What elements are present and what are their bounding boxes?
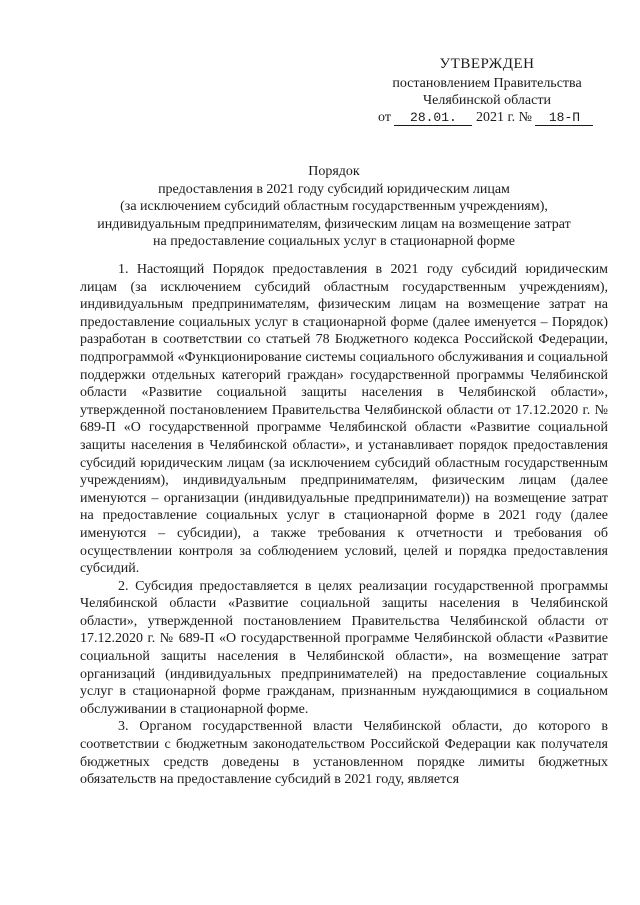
title-line-5: на предоставление социальных услуг в стационарной форме: [153, 234, 515, 249]
paragraph-1: 1. Настоящий Порядок предоставления в 2021 году субсидий юридическим лицам (за исключением субсидий областным государственным учреждениям), индивидуальным предпринимателям, физическим лицам на возмещение затрат на предоставление социальных услуг в стационарной форме (далее именуется – Порядок) разработан в соответствии со статьей 78 Бюджетного кодекса Российской Федерации, подпрограммой «Функционирование системы социального обслуживания и социальной поддержки отдельных категорий граждан» государственной программы Челябинской области «Развитие социальной защиты населения в Челябинской области», утвержденной постановлением Правительства Челябинской области от 17.12.2020 г. № 689-П «О государственной программе Челябинской области «Развитие социальной защиты населения в Челябинской области», и устанавливает порядок предоставления субсидий юридическим лицам (за исключением субсидий областным государственным учреждениям), индивидуальным предпринимателям, физическим лицам (далее именуются – организации (индивидуальные предприниматели)) на возмещение затрат на предоставление социальных услуг в стационарной форме в 2021 году (далее именуются – субсидии), а также требования к отчетности и требования об осуществлении контроля за соблюдением условий, целей и порядка предоставления субсидий.: [80, 262, 608, 577]
title-line-2: предоставления в 2021 году субсидий юридическим лицам: [158, 181, 510, 197]
approval-date-line: [378, 109, 602, 126]
title-line-3: (за исключением субсидий областным государственным учреждениям),: [120, 199, 548, 214]
paragraph-3: 3. Органом государственной власти Челябинской области, до которого в соответствии с бюджетным законодательством Российской Федерации как получателя бюджетных средств доведены в установленном порядке лимиты бюджетных обязательств на предоставление субсидий в 2021 году, является: [80, 719, 608, 788]
document-title: [60, 163, 608, 251]
document-body: [80, 261, 608, 789]
approval-date-field: 28.01.: [394, 111, 472, 126]
paragraph-2: 2. Субсидия предоставляется в целях реализации государственной программы Челябинской области «Развитие социальной защиты населения в Челябинской области», утвержденной постановлением Правительства Челябинской области от 17.12.2020 г. № 689-П «О государственной программе Челябинской области «Развитие социальной защиты населения в Челябинской области», на возмещение затрат организаций (индивидуальных предпринимателей) на предоставление социальных услуг в стационарной форме гражданам, признанным нуждающимися в социальном обслуживании в стационарной форме.: [80, 578, 608, 717]
approval-number-field: 18-П: [535, 111, 593, 126]
approval-line-2: Челябинской области: [423, 93, 551, 108]
title-line-1: Порядок: [308, 164, 360, 179]
title-line-4: индивидуальным предпринимателям, физическим лицам на возмещение затрат: [97, 216, 571, 232]
approval-year-text: 2021 г. №: [475, 110, 532, 125]
approval-from-label: от: [378, 110, 391, 125]
approval-heading: УТВЕРЖДЕН: [439, 56, 535, 72]
approval-stamp: [372, 56, 602, 126]
approval-line-1: постановлением Правительства: [392, 76, 582, 91]
